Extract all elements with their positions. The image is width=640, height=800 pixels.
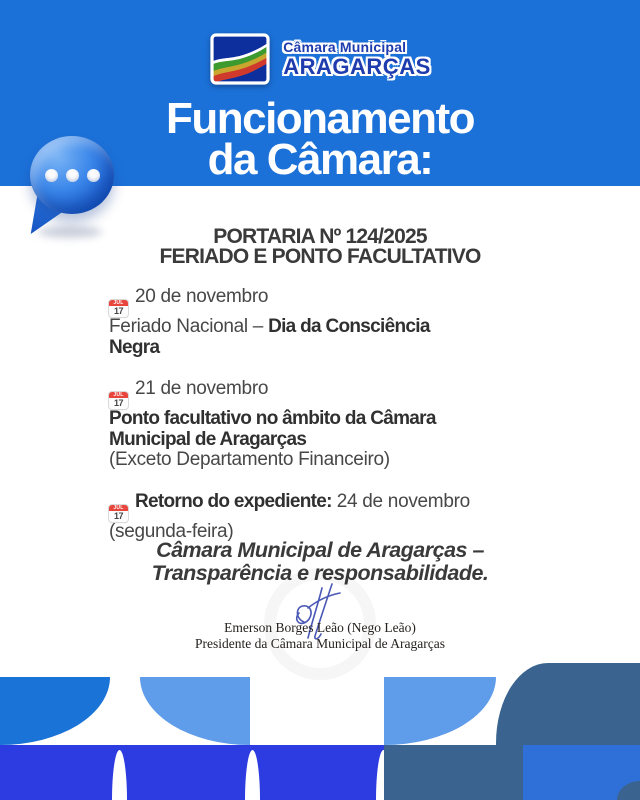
decor-quarter-light-right <box>384 677 496 745</box>
calendar-month: JUL <box>109 300 128 306</box>
desc-bold-label: Retorno do expediente: <box>135 490 332 512</box>
calendar-icon <box>109 505 128 522</box>
page-title-line2: da Câmara: <box>207 135 433 184</box>
closing-line1: Câmara Municipal de Aragarças – <box>156 538 484 562</box>
date-text: 20 de novembro <box>135 286 269 307</box>
notice-body <box>109 287 569 563</box>
notice-item-date-line <box>109 287 569 317</box>
municipal-flag-logo <box>209 32 271 86</box>
desc-note: (segunda-feira) <box>109 520 234 542</box>
decor-quarter-light-left <box>140 677 250 745</box>
notice-heading-line2: FERIADO E PONTO FACULTATIVO <box>159 245 481 268</box>
logo-text <box>283 40 431 78</box>
municipal-logo <box>0 32 640 86</box>
bubble-dots <box>30 136 114 214</box>
closing-line2: Transparência e responsabilidade. <box>151 560 489 585</box>
calendar-month: JUL <box>109 392 128 398</box>
desc-regular: Feriado Nacional – <box>109 316 269 337</box>
calendar-day: 17 <box>113 398 123 408</box>
bubble-dot <box>66 169 79 182</box>
signature-role: Presidente da Câmara Municipal de Aragarças <box>194 636 446 651</box>
decor-quarter-top-left <box>0 677 110 745</box>
calendar-day: 17 <box>113 510 123 521</box>
notice-heading-line1: PORTARIA Nº 124/2025 <box>213 225 427 248</box>
notice-item-21-nov <box>109 379 569 471</box>
decor-steel-cell <box>384 745 523 800</box>
calendar-icon <box>109 300 128 317</box>
signature-block <box>0 582 640 652</box>
bottom-decor <box>0 663 640 800</box>
desc-bold-line2: Municipal de Aragarças <box>109 428 307 450</box>
speech-bubble-icon <box>22 134 122 242</box>
decor-bottom-band <box>0 745 640 800</box>
bubble-dot <box>45 169 58 182</box>
bubble-dot <box>87 169 100 182</box>
decor-royal-band <box>0 745 384 800</box>
logo-name-line1: Câmara Municipal <box>283 39 407 55</box>
signature-name: Emerson Borges Leão (Nego Leão) <box>224 620 416 635</box>
desc-note: (Exceto Departamento Financeiro) <box>109 449 390 470</box>
desc-bold-line1: Ponto facultativo no âmbito da Câmara <box>109 408 436 429</box>
desc-bold: Dia da Consciência <box>268 316 430 337</box>
decor-steel-arch <box>496 663 640 745</box>
logo-name-line2: ARAGARÇAS <box>283 54 431 79</box>
notice-item-desc <box>109 317 569 338</box>
desc-regular: 24 de novembro <box>331 490 470 512</box>
notice-heading <box>0 227 640 267</box>
date-text: 21 de novembro <box>135 378 269 399</box>
notice-item-line1 <box>109 492 569 522</box>
notice-item-date-line <box>109 379 569 409</box>
page-title-line1: Funcionamento <box>165 94 475 143</box>
notice-item-retorno <box>109 492 569 543</box>
desc-bold-line2: Negra <box>109 336 160 358</box>
calendar-month: JUL <box>109 505 128 511</box>
calendar-day: 17 <box>113 306 123 316</box>
notice-item-20-nov <box>109 287 569 358</box>
calendar-icon <box>109 392 128 409</box>
